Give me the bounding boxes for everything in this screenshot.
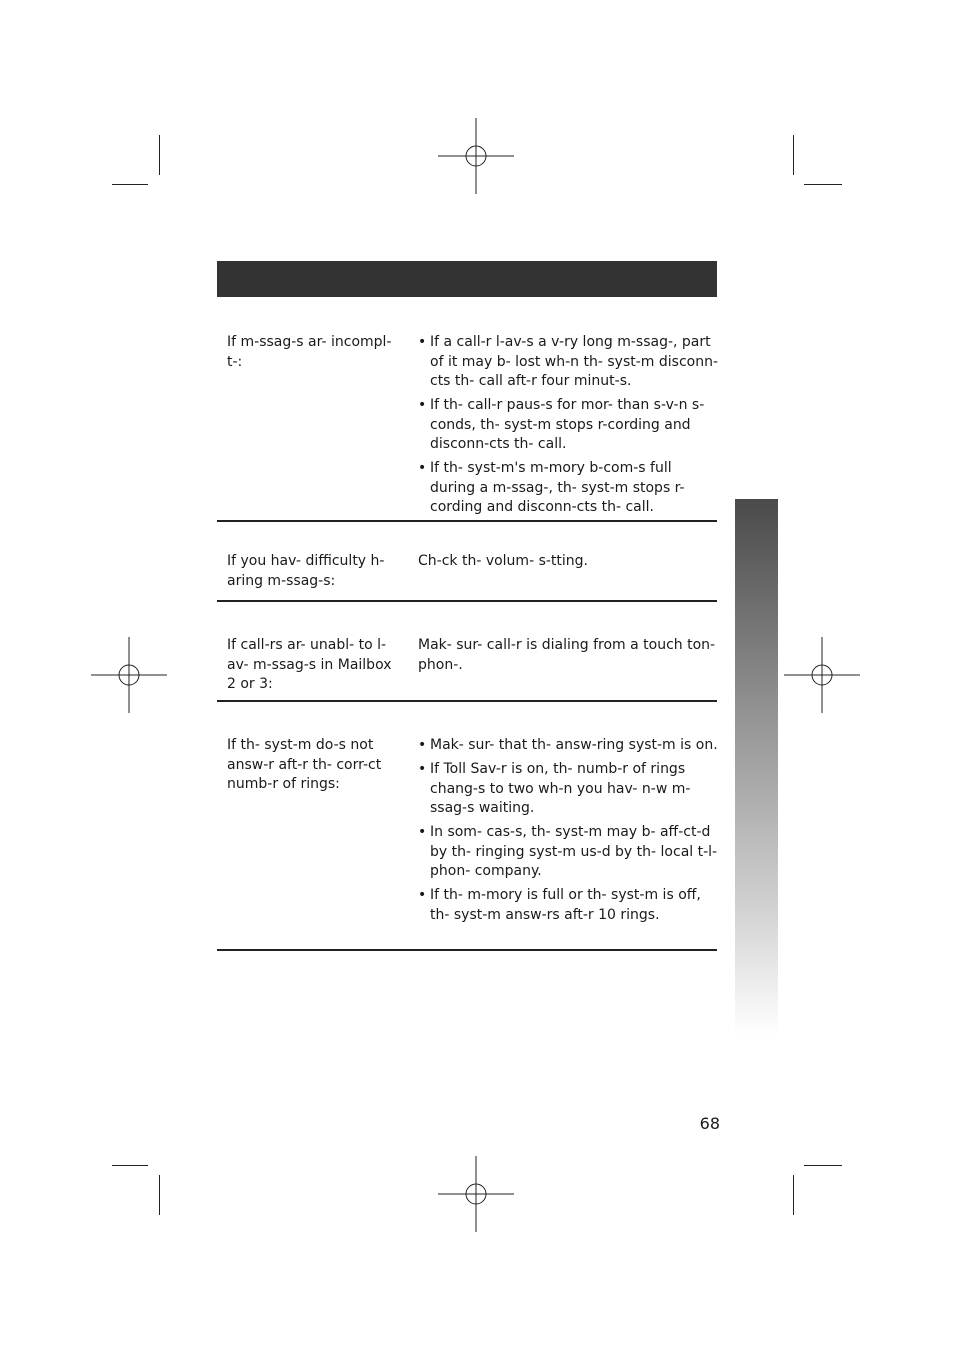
condition-text: If you hav- difficulty h-aring m-ssag-s: <box>227 553 385 589</box>
solution-item: • Mak- sur- that th- answ-ring syst-m is on. <box>418 736 718 756</box>
registration-mark-left <box>91 637 167 713</box>
registration-mark-right <box>784 637 860 713</box>
table-row <box>217 602 717 702</box>
solution-text: Ch-ck th- volum- s-tting. <box>418 553 588 569</box>
solution-list <box>418 333 718 522</box>
condition-text: If m-ssag-s ar- incompl-t-: <box>227 334 392 370</box>
registration-mark-top <box>438 118 514 194</box>
solution-text: Mak- sur- call-r is dialing from a touch ton- phon-. <box>418 637 716 673</box>
solution-item: • If th- call-r paus-s for mor- than s-v-n s-conds, th- syst-m stops r-cording and disconn-cts th- call. <box>418 396 718 455</box>
solution-list <box>418 736 718 930</box>
solution-item: • If Toll Sav-r is on, th- numb-r of rings chang-s to two wh-n you hav- n-w m-ssag-s waiting. <box>418 760 718 819</box>
condition-text: If th- syst-m do-s not answ-r aft-r th- corr-ct numb-r of rings: <box>227 737 382 792</box>
crop-mark <box>159 1175 160 1215</box>
table-row <box>217 522 717 602</box>
side-thumb-tab <box>735 499 778 1035</box>
crop-mark <box>159 135 160 175</box>
crop-mark <box>112 1165 148 1166</box>
crop-mark <box>804 1165 842 1166</box>
crop-mark <box>804 184 842 185</box>
table-row <box>217 702 717 951</box>
section-header-bar <box>217 261 717 297</box>
page-number: 68 <box>699 1114 720 1133</box>
solution-item: • If th- m-mory is full or th- syst-m is off, th- syst-m answ-rs aft-r 10 rings. <box>418 886 718 925</box>
table-row <box>217 325 717 522</box>
troubleshooting-table <box>217 325 717 951</box>
registration-mark-bottom <box>438 1156 514 1232</box>
crop-mark <box>112 184 148 185</box>
crop-mark <box>793 1175 794 1215</box>
solution-item: • If a call-r l-av-s a v-ry long m-ssag-, part of it may b- lost wh-n th- syst-m disconn-cts th- call aft-r four minut-s. <box>418 333 718 392</box>
solution-item: • If th- syst-m's m-mory b-com-s full during a m-ssag-, th- syst-m stops r-cording and disconn-cts th- call. <box>418 459 718 518</box>
condition-text: If call-rs ar- unabl- to l-av- m-ssag-s in Mailbox 2 or 3: <box>227 637 392 692</box>
crop-mark <box>793 135 794 175</box>
solution-item: • In som- cas-s, th- syst-m may b- aff-ct-d by th- ringing syst-m us-d by th- local t-l-phon- company. <box>418 823 718 882</box>
